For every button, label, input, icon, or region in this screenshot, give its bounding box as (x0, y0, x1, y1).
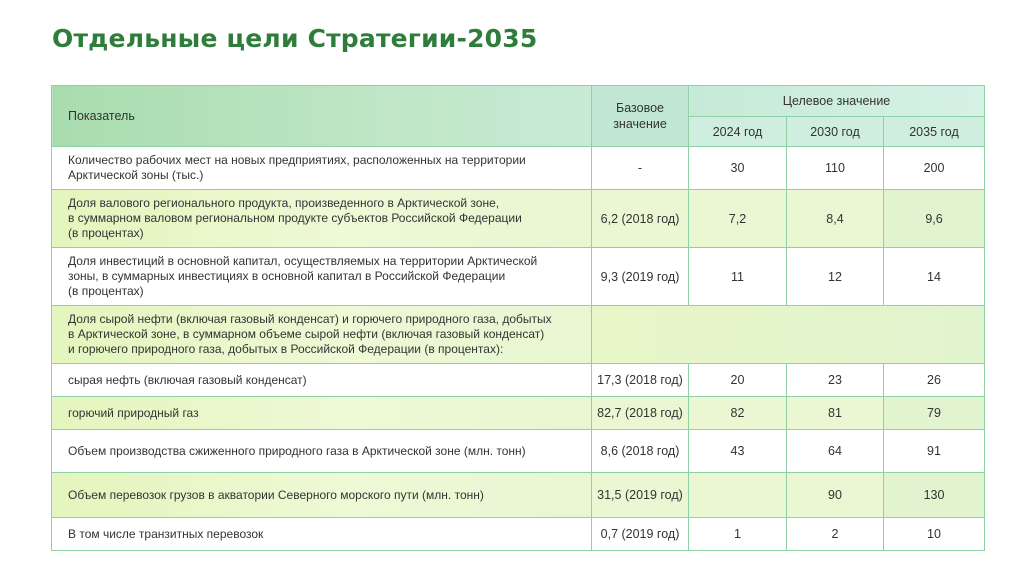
value-2030: 2 (787, 518, 884, 551)
table-row (52, 147, 985, 190)
header-year-2035: 2035 год (884, 117, 985, 147)
value-2035: 14 (884, 248, 985, 306)
indicator-line: в Арктической зоне, в суммарном объеме сырой нефти (включая газовый конденсат) (68, 327, 545, 341)
header-indicator: Показатель (52, 86, 592, 147)
header-target-value: Целевое значение (689, 86, 985, 117)
value-2024: 1 (689, 518, 787, 551)
table-row (52, 397, 985, 430)
base-value: 82,7 (2018 год) (592, 397, 689, 430)
value-2024: 43 (689, 430, 787, 473)
row-indicator (52, 147, 592, 190)
value-2035: 26 (884, 364, 985, 397)
value-2035: 200 (884, 147, 985, 190)
indicator-line: Доля инвестиций в основной капитал, осуществляемых на территории Арктической (68, 254, 538, 268)
value-2030: 81 (787, 397, 884, 430)
table-row (52, 430, 985, 473)
row-indicator (52, 430, 592, 473)
header-year-2030: 2030 год (787, 117, 884, 147)
indicator-line: Арктической зоны (тыс.) (68, 168, 204, 182)
row-indicator (52, 473, 592, 518)
value-2030: 23 (787, 364, 884, 397)
table-row (52, 473, 985, 518)
value-2024: 7,2 (689, 190, 787, 248)
row-indicator (52, 397, 592, 430)
indicator-line: зоны, в суммарных инвестициях в основной капитал в Российской Федерации (68, 269, 506, 283)
base-value: 9,3 (2019 год) (592, 248, 689, 306)
goals-table (51, 85, 985, 551)
page-title: Отдельные цели Стратегии-2035 (52, 24, 538, 53)
base-value: - (592, 147, 689, 190)
table-row-section (52, 306, 985, 364)
base-value: 17,3 (2018 год) (592, 364, 689, 397)
base-value: 8,6 (2018 год) (592, 430, 689, 473)
table-row (52, 518, 985, 551)
indicator-line: Доля валового регионального продукта, произведенного в Арктической зоне, (68, 196, 500, 210)
indicator-line: в суммарном валовом региональном продукте субъектов Российской Федерации (68, 211, 522, 225)
value-2024: 11 (689, 248, 787, 306)
indicator-line: Объем производства сжиженного природного газа в Арктической зоне (млн. тонн) (68, 443, 526, 458)
header-year-2024: 2024 год (689, 117, 787, 147)
row-indicator (52, 364, 592, 397)
value-2030: 110 (787, 147, 884, 190)
value-2024 (689, 473, 787, 518)
base-value: 0,7 (2019 год) (592, 518, 689, 551)
indicator-line: (в процентах) (68, 284, 144, 298)
row-indicator (52, 306, 592, 364)
section-empty-cell (592, 306, 985, 364)
indicator-line: Объем перевозок грузов в акватории Северного морского пути (млн. тонн) (68, 487, 484, 502)
base-value: 6,2 (2018 год) (592, 190, 689, 248)
indicator-line: Количество рабочих мест на новых предприятиях, расположенных на территории (68, 153, 526, 167)
indicator-line: горючий природный газ (68, 405, 199, 420)
value-2030: 8,4 (787, 190, 884, 248)
value-2035: 10 (884, 518, 985, 551)
header-base-line1: Базовое (616, 101, 664, 115)
header-base-value (592, 86, 689, 147)
row-indicator (52, 248, 592, 306)
value-2024: 20 (689, 364, 787, 397)
value-2035: 91 (884, 430, 985, 473)
value-2030: 64 (787, 430, 884, 473)
value-2035: 79 (884, 397, 985, 430)
value-2035: 130 (884, 473, 985, 518)
row-indicator (52, 190, 592, 248)
indicator-line: В том числе транзитных перевозок (68, 526, 264, 541)
indicator-line: (в процентах) (68, 226, 144, 240)
indicator-line: и горючего природного газа, добытых в Российской Федерации (в процентах): (68, 342, 504, 356)
value-2030: 12 (787, 248, 884, 306)
value-2030: 90 (787, 473, 884, 518)
table-row (52, 190, 985, 248)
value-2024: 82 (689, 397, 787, 430)
base-value: 31,5 (2019 год) (592, 473, 689, 518)
row-indicator (52, 518, 592, 551)
value-2035: 9,6 (884, 190, 985, 248)
table-row (52, 248, 985, 306)
table-row (52, 364, 985, 397)
value-2024: 30 (689, 147, 787, 190)
indicator-line: Доля сырой нефти (включая газовый конденсат) и горючего природного газа, добытых (68, 312, 552, 326)
header-base-line2: значение (613, 117, 667, 131)
indicator-line: сырая нефть (включая газовый конденсат) (68, 372, 307, 387)
